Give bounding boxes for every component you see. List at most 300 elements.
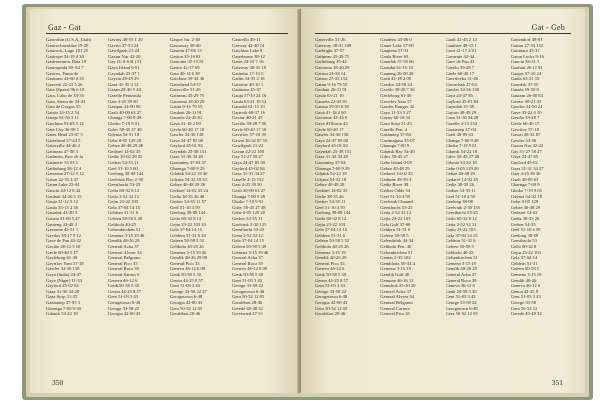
index-entry: Gera 50-52 12 bbox=[510, 305, 538, 311]
index-entry: Gazli 40-09 63 27 bbox=[232, 188, 266, 194]
index-entry: Gaya 24-47 85 bbox=[510, 154, 539, 160]
index-entry: Gedser 54-35 11 bbox=[232, 216, 263, 221]
index-entry: Gemena 3-15 19 46 bbox=[108, 232, 145, 238]
index-entry: Gerede 40-48 32 bbox=[232, 305, 263, 311]
index-entry: Gent 51-03 3 43 bbox=[108, 294, 138, 300]
index-entry: Gattinara 45-37 bbox=[510, 48, 540, 54]
index-entry: Gediz 38-35 26 bbox=[445, 182, 475, 188]
index-entry: Gatchina Lake 8 bbox=[232, 48, 263, 54]
index-entry: Gatesville 44-46 2 bbox=[46, 143, 80, 149]
index-entry: Gattendorf 48-01 bbox=[510, 37, 543, 42]
index-entry: General Pico 35 bbox=[170, 260, 200, 266]
index-entry: George 33-58 22 bbox=[232, 283, 264, 289]
index-entry: Gebe Island 0-05 bbox=[380, 160, 412, 166]
index-entry: Gediz 38-35 26 bbox=[315, 193, 344, 199]
index-entry: Geel 51-10 4 59 bbox=[315, 204, 345, 210]
index-entry: Gataia 24-15 2 54 bbox=[46, 109, 80, 115]
index-entry: Geilo 60-32 8 bbox=[510, 243, 537, 249]
index-entry: Gastre 42-17 69 bbox=[170, 64, 200, 70]
index-entry: General Acha 37 bbox=[445, 271, 477, 277]
index-entry: Gävle 60-40 17 10 bbox=[170, 126, 205, 132]
index-entry: Gawachab 27-04 bbox=[445, 81, 477, 87]
index-entry: Gedaref 14-02 35 24 bbox=[170, 188, 209, 194]
index-entry: Gdov 58-45 27 bbox=[380, 154, 409, 160]
index-entry: George 33-58 bbox=[510, 299, 537, 305]
left-column-1 bbox=[46, 37, 103, 375]
index-entry: Gawler Ranges 32 bbox=[380, 104, 415, 110]
index-entry: George 33-58 22 bbox=[445, 299, 477, 305]
index-entry: Genk 50-58 5 30 bbox=[232, 271, 264, 277]
index-entry: Gatooma 27-12 5 12 bbox=[46, 171, 84, 177]
index-entry: Gebze 40-48 29 bbox=[445, 171, 475, 177]
index-entry: Gaula 63-21 10 14 bbox=[232, 98, 267, 104]
index-entry: Geita 2-52 32 12 bbox=[445, 221, 477, 227]
index-entry: Geraldton 28-46 bbox=[315, 311, 346, 317]
index-entry: Gaya (India) 24-47 bbox=[46, 271, 82, 277]
index-entry: Gemlik 40-26 29 bbox=[315, 255, 347, 261]
index-entry: Gaza 31-30 34 28 bbox=[315, 154, 348, 160]
index-entry: Gaurdak 43-40 3 bbox=[46, 210, 78, 216]
index-entry: Gautam 26-00 84 bbox=[510, 92, 543, 98]
index-entry: Geneva 46-12 6 bbox=[510, 283, 541, 289]
index-entry: Geraldton 28-46 bbox=[170, 311, 201, 317]
index-entry: Gatooma 18-20 29 bbox=[315, 64, 350, 70]
index-entry: Gata de Gorgos 55 bbox=[46, 104, 81, 110]
index-entry: Gebze 40-48 29 26 bbox=[108, 143, 144, 149]
index-entry: Gavleborg 61-30 bbox=[46, 255, 78, 261]
index-entry: Gaxun 42-22 100 bbox=[232, 148, 265, 154]
index-entry: Gävle 60-40 17 bbox=[445, 70, 475, 76]
index-entry: Gboko 7-19 9 01 bbox=[232, 199, 264, 205]
index-entry: Gaza 31-31 34 27 bbox=[232, 171, 265, 177]
index-entry: Geneva 46-12 6 09 bbox=[170, 266, 206, 272]
index-entry: Georgia 42-00 43 bbox=[315, 299, 348, 305]
index-entry: Gaxun Nur 42-22 bbox=[510, 143, 544, 149]
index-entry: Gayndah 25-37 1 bbox=[108, 70, 140, 76]
index-entry: Gavrilov Yam 57 bbox=[380, 98, 412, 104]
index-entry: Genoa 44-25 8 57 bbox=[170, 277, 204, 283]
index-entry: Gejiu 23-22 103 10 bbox=[170, 221, 206, 227]
index-entry: Geneva 46-12 6 bbox=[445, 283, 475, 289]
index-entry: Geldern 51-31 6 bbox=[108, 210, 139, 216]
index-entry: Gaziantep 37-04 37 bbox=[170, 160, 207, 166]
left-column-4 bbox=[232, 37, 289, 375]
index-entry: Gavrilov Yam 57-18 bbox=[46, 260, 84, 266]
index-entry: Gaya Island 6-01 bbox=[108, 64, 140, 70]
index-entry: Gaziantep 37-05 3 bbox=[46, 299, 80, 305]
index-entry: Gela 37-04 14 15 bbox=[108, 204, 141, 210]
index-entry: Gedser 54-35 11 57 bbox=[170, 199, 207, 205]
index-entry: Gaylord 45-01 84 bbox=[315, 143, 348, 149]
index-entry: Genk 50-58 5 30 bbox=[170, 271, 202, 277]
index-entry: General Pico 35 bbox=[108, 260, 138, 266]
index-entry: Gavle 60-40 17 10 bbox=[232, 126, 267, 132]
index-entry: Gaya 24-47 85 bbox=[445, 92, 473, 98]
index-entry: Genk 50-58 5 30 bbox=[445, 288, 477, 294]
index-entry: Gatinerie 55 03 1 bbox=[46, 160, 79, 166]
index-entry: Gera 50-52 12 05 bbox=[445, 311, 478, 317]
index-entry: Gera 50-52 12 05 bbox=[232, 294, 265, 300]
right-column-1 bbox=[315, 37, 375, 375]
index-entry: Gayny 60-18 54 bbox=[380, 115, 411, 121]
index-entry: Gatton 27-33 152 bbox=[510, 42, 544, 48]
index-entry: Gavarnie 43-51 1 bbox=[46, 227, 79, 233]
index-entry: Gaza 31-30 34 28 bbox=[445, 115, 479, 121]
index-entry: Gbanga 7-00 9 28 bbox=[445, 137, 479, 143]
index-entry: Gela 37-04 14 15 bbox=[170, 227, 203, 233]
index-entry: Gavarr 40-21 45 bbox=[510, 98, 542, 104]
index-entry: Gerede 40-48 32 bbox=[510, 311, 542, 317]
index-entry: Gbarnga 7-00 9 29 bbox=[170, 165, 205, 171]
index-entry: Gebe 0-05 129 20 bbox=[108, 137, 142, 143]
index-entry: Gausta 59-50 8 39 bbox=[315, 104, 349, 110]
index-entry: General Pico 35 bbox=[315, 260, 345, 266]
index-entry: Gaza 31-30 34-28 bbox=[46, 288, 80, 294]
left-page-number: 350 bbox=[52, 378, 64, 387]
index-entry: Geelvink 2-30 135 bbox=[445, 204, 480, 210]
right-page bbox=[301, 9, 585, 393]
index-entry: Gatineau 47-50 3 bbox=[46, 148, 78, 154]
index-entry: Geldern 51-31 6 20 bbox=[170, 232, 206, 238]
index-entry: Gejiu 23-22 103 bbox=[380, 216, 411, 221]
index-entry: Gelibolu Pen. 40 bbox=[380, 243, 412, 249]
index-entry: Gbanga 7-00 9-28 bbox=[108, 115, 142, 121]
index-entry: Gaza Strip 31-25 bbox=[380, 120, 412, 126]
index-entry: Gaurela 22-45 81 bbox=[315, 98, 348, 104]
index-entry: Gavdos 34-50 24 bbox=[380, 81, 412, 87]
index-entry: Gastrojet 54-19 4 30 bbox=[46, 53, 84, 59]
index-entry: Geel 51-10 4 59 bbox=[380, 193, 410, 199]
index-entry: Gavá 41-17 2 01 bbox=[445, 48, 477, 54]
index-entry: Gdańsk 54-22 18 bbox=[445, 148, 478, 154]
index-entry: Georgetown 6-48 bbox=[315, 294, 348, 300]
index-entry: Geelvink Channel bbox=[380, 199, 414, 205]
index-entry: Gejiu 23-22 103 bbox=[445, 227, 476, 233]
index-entry: Gauteng 22-48 3 bbox=[46, 221, 77, 227]
index-entry: Gauhati 26-11 91 bbox=[510, 64, 543, 70]
index-entry: Gavião 39-28 7 bbox=[445, 64, 475, 70]
index-entry: Gemlik 40-26 29 bbox=[108, 238, 140, 244]
right-header-rule bbox=[315, 33, 571, 34]
index-entry: Gatesville 31-26 bbox=[315, 37, 346, 42]
index-entry: Gay 51-27 58 27 bbox=[232, 154, 264, 160]
index-entry: Gaziantep 37-04 bbox=[445, 126, 476, 132]
index-entry: Gemena 3-15 19 46 bbox=[232, 249, 269, 255]
index-entry: Gavrilov 57-18 bbox=[510, 126, 539, 132]
index-entry: Geldern 51-31 bbox=[510, 260, 538, 266]
index-entry: Gaylord 45-02 84 bbox=[232, 165, 265, 171]
index-entry: Gavà 41-18 2 00 bbox=[380, 76, 411, 82]
index-entry: Gemena 3-15 19 46 bbox=[170, 249, 207, 255]
index-entry: Gausvik 68-37 16 bbox=[232, 109, 265, 115]
index-entry: Gastropoda 30-A4 7 bbox=[46, 64, 84, 70]
index-entry: Gbarnga 7-00 9 bbox=[380, 143, 410, 149]
index-entry: Geelong 38-08 144 bbox=[108, 171, 144, 177]
index-entry: Georgetown 6-48 bbox=[445, 305, 478, 311]
index-entry: Gdov 58-45 27 48 bbox=[445, 154, 480, 160]
index-entry: Gataja 62-50 3 11 bbox=[46, 115, 79, 121]
index-entry: Gavião 39-28 7 56 bbox=[232, 120, 267, 126]
index-entry: Gastrock, Lago 101 25 bbox=[46, 48, 89, 54]
index-entry: Gdynia 54-31 18 bbox=[108, 132, 140, 138]
index-entry: Gavdos 38-17 5 12 bbox=[46, 232, 82, 238]
index-entry: Gatineau 45-29 75 bbox=[315, 53, 350, 59]
index-entry: Geleen 50-58 5 bbox=[510, 266, 540, 272]
index-entry: Gemena 3-15 19 bbox=[445, 260, 477, 266]
index-entry: Gelibolu 40-25 bbox=[445, 249, 474, 255]
index-entry: Gawler 34-36 138 bbox=[315, 132, 349, 138]
index-entry: Gelibolu 40-25 bbox=[108, 221, 136, 227]
index-entry: Genk 50-58 5 30 bbox=[108, 283, 140, 289]
right-column-3 bbox=[446, 37, 506, 375]
index-entry: Gausta 31-08 5 47 bbox=[46, 216, 80, 221]
index-entry: Gawler 34-36 138 bbox=[170, 132, 204, 138]
index-entry: Gbarnga 7-00 9 29 bbox=[315, 165, 350, 171]
index-entry: Gazi 4-25 39 30 bbox=[510, 171, 541, 177]
right-column-4 bbox=[511, 37, 571, 375]
index-entry: Gaxun Nur 42-20 bbox=[108, 53, 141, 59]
index-entry: General Acha 37 bbox=[380, 288, 412, 294]
index-entry: Gavarr 40-21 45 bbox=[232, 115, 263, 121]
index-entry: Geneva 46-12 6 bbox=[108, 277, 138, 283]
index-entry: Gattinara 45-37 bbox=[232, 87, 261, 93]
index-entry: Gela 37-04 14 15 bbox=[315, 227, 348, 233]
index-entry: Gazelle 4-13 152 bbox=[232, 176, 264, 182]
index-entry: Gatrun 24-58 14 bbox=[315, 70, 346, 76]
index-entry: Genoa 44-25 8 57 bbox=[315, 277, 349, 283]
left-running-head: Gaz - Gat bbox=[48, 23, 81, 32]
index-entry: Gediz River 38 bbox=[380, 182, 409, 188]
index-entry: Geesthacht 53-25 bbox=[232, 227, 265, 233]
index-entry: Gdynia 54-32 18 bbox=[510, 193, 542, 199]
index-entry: Gatlinburg 35-42 bbox=[315, 59, 347, 65]
index-entry: Geel 51-10 4 59 bbox=[445, 193, 476, 199]
index-entry: Gent 51-03 3 43 bbox=[232, 277, 262, 283]
index-entry: General Pico 35 bbox=[380, 311, 410, 317]
index-entry: Gaula 63-21 10 bbox=[315, 92, 344, 98]
index-entry: Gateway 38-41 108 bbox=[315, 42, 352, 48]
right-page-number: 351 bbox=[551, 378, 563, 387]
index-entry: Gaston 35-16 81 bbox=[170, 53, 201, 59]
index-entry: Geleen 50-58 5 52 bbox=[315, 238, 350, 244]
index-entry: Gay (U.S.S.R.) 51 bbox=[108, 59, 142, 65]
index-entry: Geleen 50-58 5 49 bbox=[108, 216, 143, 221]
index-entry: Gaylord 45-02 84 bbox=[46, 283, 79, 289]
index-entry: Geilo 60-32 8 12 bbox=[445, 216, 477, 221]
index-entry: Gastronomia, Baia 19 bbox=[46, 59, 87, 65]
index-entry: Gediz 39-02 29 25 bbox=[108, 154, 143, 160]
index-entry: Gaurela 22-45 81 bbox=[170, 115, 203, 121]
index-entry: Gateshead 27-43 5 bbox=[46, 137, 81, 143]
index-entry: Gausdal 61-15 10 bbox=[380, 64, 413, 70]
index-entry: Gaya 11-53 3 27 bbox=[380, 109, 411, 115]
index-entry: Gaziantep 37-04 bbox=[380, 132, 411, 138]
index-entry: Geilo 60-32 8 12 bbox=[315, 216, 347, 221]
index-entry: Gatchina 53-63 5 12 bbox=[46, 120, 84, 126]
index-entry: Gavray 48-55 1 20 bbox=[108, 37, 143, 42]
index-entry: Gboko 7-19 9 01 bbox=[510, 188, 543, 194]
index-entry: Gaysin 48-49 29 bbox=[445, 109, 477, 115]
index-entry: General Acha 37 bbox=[232, 255, 263, 261]
index-entry: Gebze 40-48 29 bbox=[510, 204, 541, 210]
index-entry: Gela 37-04 14 15 bbox=[445, 232, 478, 238]
index-entry: Geretsried 47-51 bbox=[232, 311, 263, 317]
index-entry: Gent 51-03 3 43 bbox=[315, 283, 345, 289]
index-entry: General Santos 6 bbox=[108, 271, 140, 277]
index-entry: Geelong 38-08 bbox=[445, 199, 473, 205]
left-column-2 bbox=[108, 37, 165, 375]
index-entry: Gedaref 14-02 bbox=[510, 210, 538, 216]
index-entry: Gaula 33-15 2 36 bbox=[46, 204, 79, 210]
index-entry: Gävle 60-40 17 bbox=[510, 120, 540, 126]
index-entry: Gatimbo 17-13 5 bbox=[232, 70, 264, 76]
index-entry: Gatun Locks 9-16 bbox=[510, 53, 544, 59]
index-entry: Geleen 50-58 5 49 bbox=[232, 243, 267, 249]
index-entry: Gavião 39-28 7 bbox=[510, 115, 540, 121]
index-entry: Gaterhouse 38-12 bbox=[232, 53, 265, 59]
index-entry: Gauja 31-12 5 12 bbox=[46, 199, 79, 205]
index-entry: Gawler 34-36 bbox=[510, 137, 537, 143]
index-entry: Gave 43-22 0 10 bbox=[510, 109, 542, 115]
index-entry: Gaza 31-30 34 28 bbox=[170, 154, 203, 160]
index-entry: Gemena 3-15 19 bbox=[510, 271, 542, 277]
index-entry: Gayndah 25-38 151 bbox=[170, 148, 207, 154]
index-entry: Georgia 42-00 43 bbox=[108, 311, 141, 317]
index-entry: Gavrio 37-53 24 bbox=[108, 42, 139, 48]
index-entry: Gelendzhik 44-34 bbox=[380, 238, 414, 244]
index-entry: Gatun 22-55 4 47 bbox=[46, 176, 79, 182]
index-entry: Gedaref 14-02 35 bbox=[445, 176, 478, 182]
index-entry: Gaya 24-47 85 00 bbox=[315, 137, 349, 143]
index-entry: Gazli 40-09 63 bbox=[510, 176, 539, 182]
index-entry: Gejiu 23-22 103 bbox=[315, 221, 346, 227]
index-entry: Gdansk 54-22 18 bbox=[46, 311, 78, 317]
index-entry: Geilo 60-32 8 12 bbox=[108, 188, 140, 194]
left-column-3 bbox=[170, 37, 227, 375]
index-entry: Gdov 58-45 27 48 bbox=[108, 126, 142, 132]
index-entry: Gates 24-10 7 16 bbox=[232, 59, 264, 65]
index-entry: Gastrochaenidae 19-28 bbox=[46, 42, 89, 48]
index-entry: Gauhati 34-26 5 15 bbox=[46, 193, 82, 199]
index-entry: Gazi 4-25 39 30 bbox=[232, 182, 262, 188]
index-entry: Gent 51-03 3 43 bbox=[510, 294, 541, 300]
index-entry: Gaucin 36-31 5 bbox=[510, 59, 540, 65]
index-entry: Geelvink 2-30 135 bbox=[232, 221, 267, 227]
index-entry: Gatraine 40-10 1 bbox=[232, 81, 264, 87]
index-entry: Geesthacht 53-25 bbox=[108, 182, 141, 188]
index-entry: Gaudens 43-06 0 bbox=[380, 37, 412, 42]
index-entry: Gdynia 54-32 18 bbox=[315, 176, 347, 182]
index-entry: Gedaref 14-02 35 bbox=[108, 148, 141, 154]
index-entry: Gebze 40-48 29 bbox=[315, 182, 345, 188]
index-entry: Geilo 60-32 8 12 bbox=[170, 216, 202, 221]
index-entry: Gaza 31-31 34 27 bbox=[510, 165, 544, 171]
index-entry: Gazipur 24-00 90 bbox=[108, 104, 141, 110]
index-entry: Gejiu 23-22 103 bbox=[510, 249, 541, 255]
index-entry: Gdańsk 54-22 18 bbox=[315, 171, 347, 177]
index-entry: Gault 42-45 2 14 bbox=[445, 37, 477, 42]
index-entry: Gasverk 22-23 5 26 bbox=[46, 81, 83, 87]
index-entry: Georgia 42-00 43 bbox=[170, 299, 203, 305]
index-entry: Gaziantep 37-04 bbox=[315, 160, 346, 166]
index-entry: Gatton 27-33 152 bbox=[315, 76, 348, 82]
index-entry: Genoa 44-25 8 bbox=[510, 288, 539, 294]
index-entry: Geneva 46-12 6 bbox=[315, 266, 345, 272]
left-page bbox=[30, 9, 299, 393]
index-entry: Gatineau, Parc de la bbox=[46, 154, 83, 160]
index-entry: Gauja 57-10 24 16 bbox=[232, 92, 267, 98]
index-entry: Gayndah 25-38 bbox=[445, 104, 474, 110]
index-entry: Gediz 38-35 26 48 bbox=[170, 193, 205, 199]
index-entry: George 33-58 22 bbox=[315, 288, 347, 294]
index-entry: Gayndah 25-38 151 bbox=[315, 148, 352, 154]
index-entry: Gedser 54-35 bbox=[510, 221, 536, 227]
index-entry: Gavrilovka 51-40 bbox=[445, 76, 479, 82]
index-entry: Gatun 9-16 79 55 bbox=[315, 81, 348, 87]
index-entry: Gboko 7-19 9 01 bbox=[108, 120, 140, 126]
index-entry: Gera 50-52 12 05 bbox=[315, 305, 348, 311]
index-entry: Gay 51-27 58 27 bbox=[510, 148, 542, 154]
index-entry: General Alvear 34 bbox=[380, 294, 414, 300]
index-entry: Gävle 60-40 17 bbox=[315, 126, 344, 132]
index-entry: Gembloux 50-34 4 bbox=[380, 260, 415, 266]
index-entry: Gaylord 45-02 bbox=[510, 160, 538, 166]
index-entry: Gasturno 44-60 4 35 bbox=[46, 76, 84, 82]
index-entry: Geelong 38-08 144 bbox=[315, 210, 351, 216]
index-entry: Gemlik 40-26 bbox=[510, 277, 537, 283]
index-entry: Gauhati 26-11 91 bbox=[315, 87, 347, 93]
index-entry: Gdynia 54-32 18 bbox=[445, 160, 477, 166]
index-entry: General Carrera bbox=[380, 305, 410, 311]
index-entry: Gbarnga 7-00 9 bbox=[510, 182, 540, 188]
index-entry: Gawai 26-32 87 bbox=[510, 132, 541, 138]
index-entry: Gawler 34-36 138 bbox=[46, 266, 80, 272]
index-entry: Geldern 51-31 6 bbox=[315, 232, 346, 238]
index-entry: Gaza 41-35 3 12 bbox=[108, 81, 139, 87]
index-entry: Gemlik 40-26 29 09 bbox=[170, 255, 208, 261]
index-entry: Gawler 34-36 138 bbox=[445, 87, 479, 93]
index-entry: Gaula River 63 bbox=[380, 53, 409, 59]
index-entry: Gaurdak 37-50 bbox=[510, 81, 539, 87]
index-entry: Gedaref 14-02 35 bbox=[380, 171, 413, 177]
index-entry: Gavà 41-18 2 00 bbox=[315, 109, 346, 115]
index-entry: Gemena 3-15 19 bbox=[380, 266, 411, 272]
index-entry: Gata 40-14 6 38 bbox=[170, 70, 200, 76]
index-entry: Gatun Lake 23-04 bbox=[46, 182, 80, 188]
index-entry: Gdańsk 54-22 18 40 bbox=[170, 171, 208, 177]
index-entry: General Belgrano bbox=[380, 299, 413, 305]
index-entry: Gave de Pau 43 bbox=[445, 59, 475, 65]
index-entry: General Alvear 34 bbox=[108, 249, 142, 255]
index-entry: Gatlin 34-33 2 18 bbox=[232, 76, 265, 82]
index-entry: Gaucin 44-12 8 44 bbox=[46, 188, 81, 194]
index-entry: Geleen 50-58 5 bbox=[445, 243, 474, 249]
index-entry: Gastros, Punta de bbox=[46, 70, 79, 76]
index-entry: Geesthacht 53-25 bbox=[445, 210, 478, 216]
index-entry: Geldern 51-31 6 bbox=[445, 238, 476, 244]
index-entry: Gbanga 7-00 9 28 bbox=[232, 193, 266, 199]
index-entry: Gateway 38-41 18 bbox=[232, 64, 266, 70]
index-entry: Gbarnga 7-00 9-30 bbox=[46, 305, 81, 311]
index-entry: Gebze 40-48 29 26 bbox=[170, 182, 206, 188]
index-entry: General Roca 39 bbox=[232, 260, 263, 266]
index-entry: Gateshead 54-57 bbox=[170, 81, 201, 87]
index-entry: Gawai 26-32 87 10 bbox=[232, 137, 268, 143]
index-entry: Gavião 40-12 5 10 bbox=[46, 243, 81, 249]
index-entry: Gatesville 31-26 bbox=[170, 87, 201, 93]
index-entry: Gaysin 48-49 29 bbox=[108, 76, 139, 82]
index-entry: Gedser 54-35 11 bbox=[108, 160, 139, 166]
